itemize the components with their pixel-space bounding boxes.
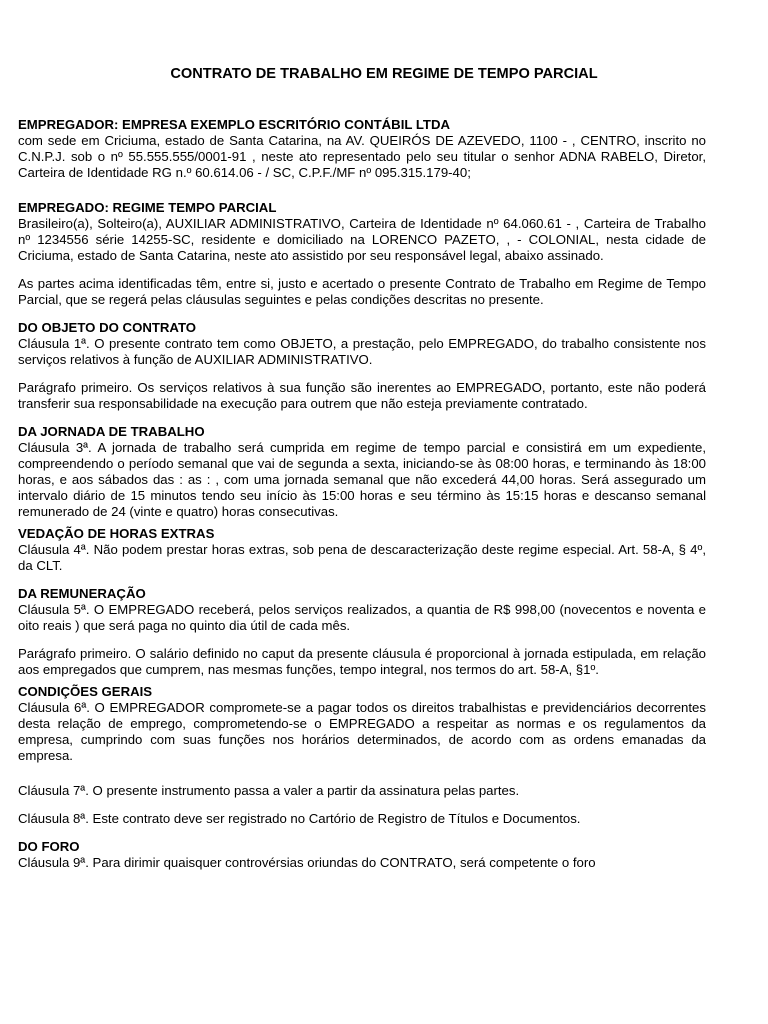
document-body <box>18 117 706 871</box>
pay-paragraph-1: Parágrafo primeiro. O salário definido no caput da presente cláusula é proporcional à jornada estipulada, em relação aos empregados que cumprem, nas mesmas funções, tempo integral, nos termos do art. 58-A, §1º. <box>18 646 706 677</box>
clause-3: Cláusula 3ª. A jornada de trabalho será cumprida em regime de tempo parcial e consistirá em um expediente, compreendendo o período semanal que vai de segunda a sexta, iniciando-se às 08:00 horas, e terminando às 18:00 horas, e aos sábados das : as : , com uma jornada semanal que não excederá 44,00 horas. Será assegurado um intervalo diário de 15 minutos tendo seu início às 15:00 horas e seu término às 15:15 horas e descanso semanal remunerado de 24 (vinte e quatro) horas consecutivas. <box>18 440 706 519</box>
employer-text: com sede em Criciuma, estado de Santa Catarina, na AV. QUEIRÓS DE AZEVEDO, 1100 - , CENTRO, inscrito no C.N.P.J. sob o nº 55.555.555/0001-91 , neste ato representado pelo seu titular o senhor ADNA RABELO, Diretor, Carteira de Identidade RG n.º 60.614.06 - / SC, C.P.F./MF nº 095.315.179-40; <box>18 133 706 180</box>
pay-section <box>18 586 706 678</box>
clause-4: Cláusula 4ª. Não podem prestar horas extras, sob pena de descaracterização deste regime especial. Art. 58-A, § 4º, da CLT. <box>18 542 706 573</box>
clause-8: Cláusula 8ª. Este contrato deve ser registrado no Cartório de Registro de Títulos e Documentos. <box>18 811 581 826</box>
schedule-heading: DA JORNADA DE TRABALHO <box>18 424 205 439</box>
employer-heading: EMPREGADOR: EMPRESA EXEMPLO ESCRITÓRIO CONTÁBIL LTDA <box>18 117 451 132</box>
object-section <box>18 320 706 412</box>
employee-text: Brasileiro(a), Solteiro(a), AUXILIAR ADMINISTRATIVO, Carteira de Identidade nº 64.060.61 - , Carteira de Trabalho nº 1234556 série 14255-SC, residente e domiciliado na LORENCO PAZETO, , - COLONIAL, nesta cidade de Criciuma, estado de Santa Catarina, neste ato assistido por seu responsável legal, abaixo assinado. <box>18 216 706 263</box>
overtime-section <box>18 526 706 574</box>
schedule-section <box>18 424 706 520</box>
general-heading: CONDIÇÕES GERAIS <box>18 684 153 699</box>
clause-7: Cláusula 7ª. O presente instrumento passa a valer a partir da assinatura pelas partes. <box>18 783 520 798</box>
clause-1: Cláusula 1ª. O presente contrato tem como OBJETO, a prestação, pelo EMPREGADO, do trabalho consistente nos serviços relativos à função de AUXILIAR ADMINISTRATIVO. <box>18 336 706 367</box>
object-heading: DO OBJETO DO CONTRATO <box>18 320 197 335</box>
general-section <box>18 684 706 827</box>
overtime-heading: VEDAÇÃO DE HORAS EXTRAS <box>18 526 215 541</box>
clause-6: Cláusula 6ª. O EMPREGADOR compromete-se a pagar todos os direitos trabalhistas e previdenciários decorrentes desta relação de emprego, comprometendo-se o EMPREGADO a respeitar as normas e os regulamentos da empresa, cumprindo com suas funções nos horários determinados, de acordo com as ordens emanadas da empresa. <box>18 700 706 763</box>
employer-section <box>18 117 706 181</box>
clause-9: Cláusula 9ª. Para dirimir quaisquer controvérsias oriundas do CONTRATO, será competente o foro <box>18 855 596 870</box>
clause-5: Cláusula 5ª. O EMPREGADO receberá, pelos serviços realizados, a quantia de R$ 998,00 (novecentos e noventa e oito reais ) que será paga no quinto dia útil de cada mês. <box>18 602 706 633</box>
employee-heading: EMPREGADO: REGIME TEMPO PARCIAL <box>18 200 277 215</box>
forum-heading: DO FORO <box>18 839 80 854</box>
employee-section <box>18 200 706 264</box>
intro-paragraph: As partes acima identificadas têm, entre si, justo e acertado o presente Contrato de Trabalho em Regime de Tempo Parcial, que se regerá pelas cláusulas seguintes e pelas condições descritas no presente. <box>18 276 706 307</box>
pay-heading: DA REMUNERAÇÃO <box>18 586 146 601</box>
document-title: CONTRATO DE TRABALHO EM REGIME DE TEMPO PARCIAL <box>170 66 598 82</box>
object-paragraph-1: Parágrafo primeiro. Os serviços relativos à sua função são inerentes ao EMPREGADO, portanto, este não poderá transferir sua responsabilidade na execução para outrem que não esteja previamente contratado. <box>18 380 706 411</box>
forum-section <box>18 839 706 871</box>
